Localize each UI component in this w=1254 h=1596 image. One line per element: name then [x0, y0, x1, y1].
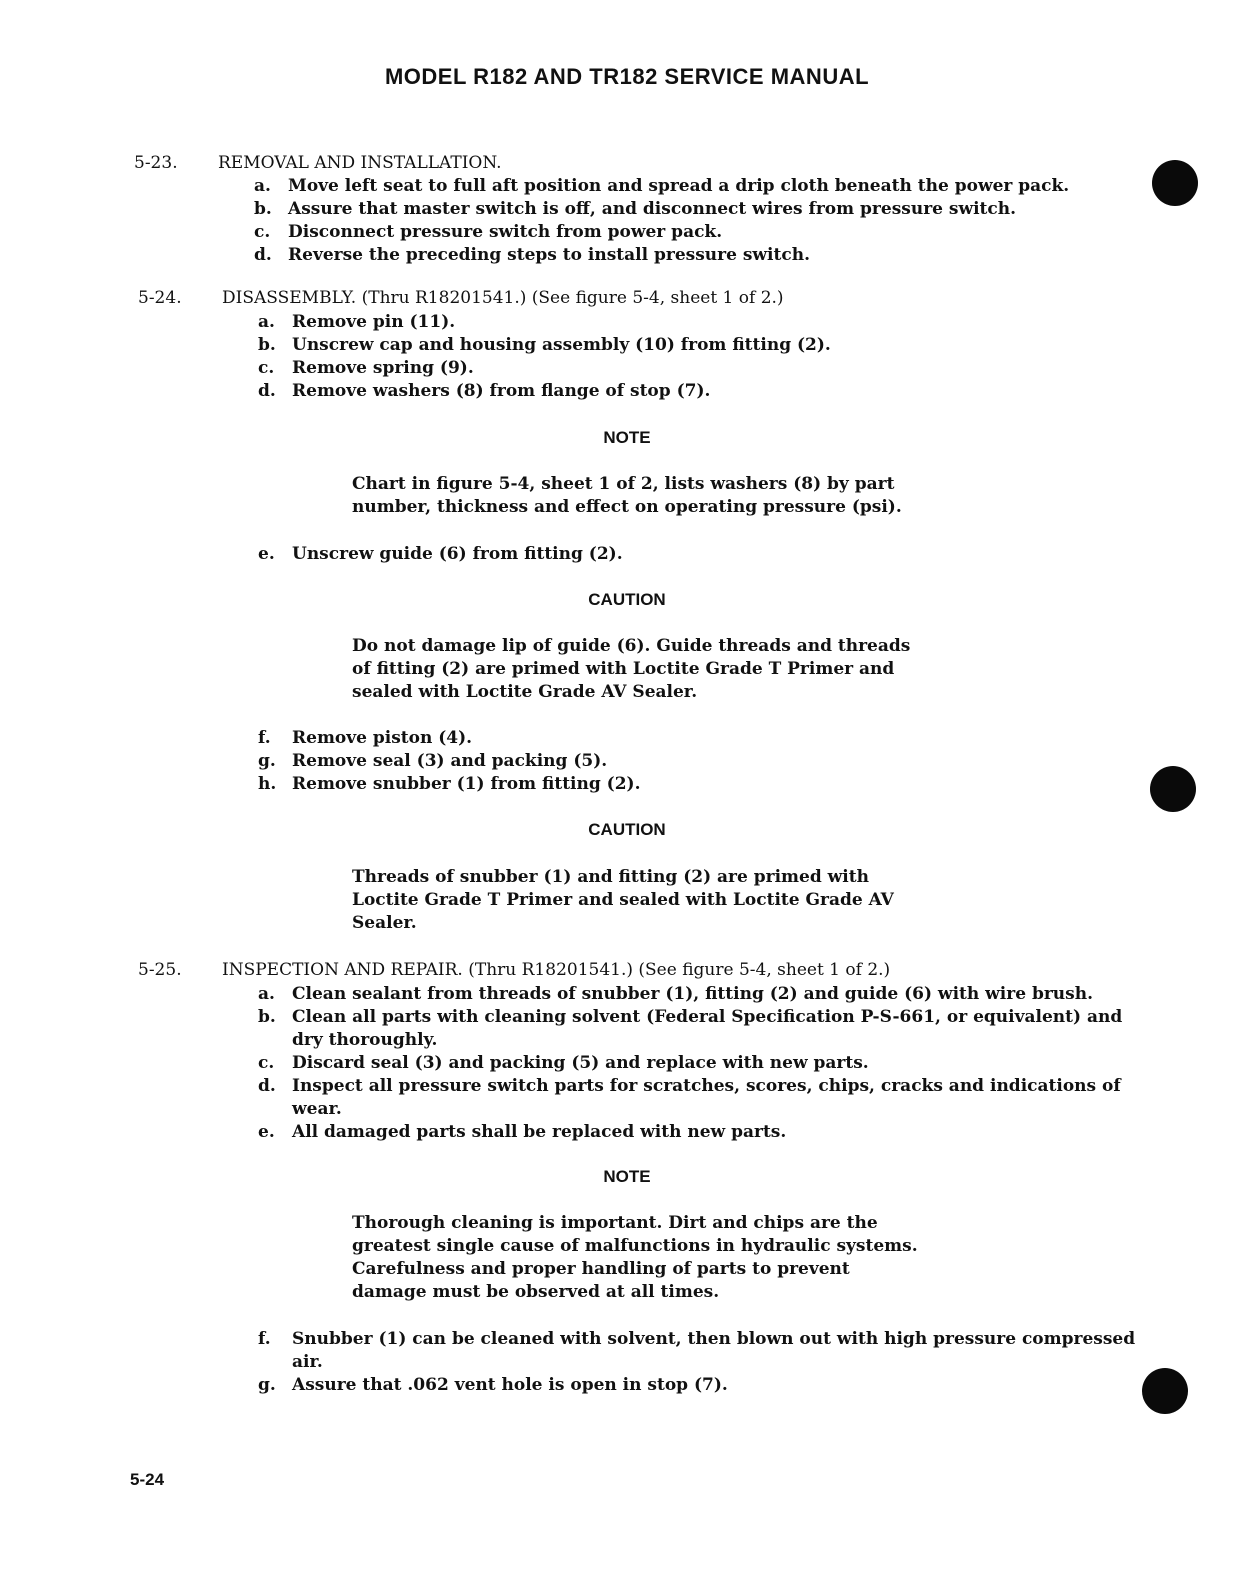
item-letter: a. [258, 984, 275, 1004]
caution-body: Threads of snubber (1) and fitting (2) are primed with Loctite Grade T Primer and sealed with Loctite Grade AV Sealer. [352, 867, 894, 933]
note-heading: NOTE [603, 428, 651, 447]
item-text: Remove seal (3) and packing (5). [292, 751, 608, 771]
item-text: Discard seal (3) and packing (5) and replace with new parts. [292, 1053, 869, 1073]
punch-hole [1150, 766, 1196, 812]
item-text: Assure that .062 vent hole is open in stop (7). [292, 1375, 728, 1395]
item-letter: f. [258, 1329, 271, 1349]
item-text: Snubber (1) can be cleaned with solvent, then blown out with high pressure compressed air. [292, 1329, 1136, 1372]
page-number: 5-24 [130, 1470, 165, 1489]
item-letter: b. [258, 1007, 276, 1027]
item-text: Inspect all pressure switch parts for scratches, scores, chips, cracks and indications of wear. [292, 1076, 1121, 1119]
item-letter: f. [258, 728, 271, 748]
section-number: 5-25. [138, 960, 182, 980]
item-letter: c. [254, 222, 271, 242]
section-number: 5-24. [138, 288, 182, 308]
item-letter: b. [254, 199, 272, 219]
item-text: Clean all parts with cleaning solvent (Federal Specification P-S-661, or equivalent) and dry thoroughly. [292, 1007, 1123, 1050]
section-title: DISASSEMBLY. (Thru R18201541.) (See figure 5-4, sheet 1 of 2.) [222, 288, 784, 308]
item-text: Disconnect pressure switch from power pack. [288, 222, 723, 242]
item-letter: c. [258, 1053, 275, 1073]
punch-hole [1142, 1368, 1188, 1414]
item-letter: d. [258, 1076, 276, 1096]
item-text: Remove spring (9). [292, 358, 474, 378]
punch-hole [1152, 160, 1198, 206]
item-letter: d. [254, 245, 272, 265]
item-letter: b. [258, 335, 276, 355]
item-letter: g. [258, 751, 276, 771]
caution-heading: CAUTION [588, 590, 666, 609]
item-letter: c. [258, 358, 275, 378]
item-text: Clean sealant from threads of snubber (1), fitting (2) and guide (6) with wire brush. [292, 984, 1093, 1004]
item-text: Assure that master switch is off, and disconnect wires from pressure switch. [288, 199, 1017, 219]
section-number: 5-23. [134, 153, 178, 173]
item-letter: a. [258, 312, 275, 332]
item-text: All damaged parts shall be replaced with new parts. [292, 1122, 787, 1142]
item-text: Reverse the preceding steps to install pressure switch. [288, 245, 810, 265]
section-title: REMOVAL AND INSTALLATION. [218, 153, 502, 173]
note-body: Chart in figure 5-4, sheet 1 of 2, lists washers (8) by part number, thickness and effect on operating pressure (psi). [352, 474, 902, 517]
item-text: Remove pin (11). [292, 312, 456, 332]
item-letter: e. [258, 1122, 275, 1142]
item-text: Remove washers (8) from flange of stop (7). [292, 381, 711, 401]
item-letter: g. [258, 1375, 276, 1395]
item-letter: e. [258, 544, 275, 564]
note-heading: NOTE [603, 1167, 651, 1186]
section-title: INSPECTION AND REPAIR. (Thru R18201541.) (See figure 5-4, sheet 1 of 2.) [222, 960, 891, 980]
item-text: Unscrew cap and housing assembly (10) from fitting (2). [292, 335, 831, 355]
item-text: Unscrew guide (6) from fitting (2). [292, 544, 623, 564]
item-text: Move left seat to full aft position and spread a drip cloth beneath the power pack. [288, 176, 1070, 196]
caution-heading: CAUTION [588, 820, 666, 839]
item-letter: d. [258, 381, 276, 401]
item-text: Remove snubber (1) from fitting (2). [292, 774, 641, 794]
page-title: MODEL R182 AND TR182 SERVICE MANUAL [384, 64, 870, 89]
item-letter: h. [258, 774, 277, 794]
caution-body: Do not damage lip of guide (6). Guide threads and threads of fitting (2) are primed with Loctite Grade T Primer and sealed with Loctite Grade AV Sealer. [352, 636, 911, 702]
note-body: Thorough cleaning is important. Dirt and chips are the greatest single cause of malfunctions in hydraulic systems. Carefulness and proper handling of parts to prevent damage must be observed at all times. [352, 1213, 918, 1302]
item-text: Remove piston (4). [292, 728, 473, 748]
item-letter: a. [254, 176, 271, 196]
